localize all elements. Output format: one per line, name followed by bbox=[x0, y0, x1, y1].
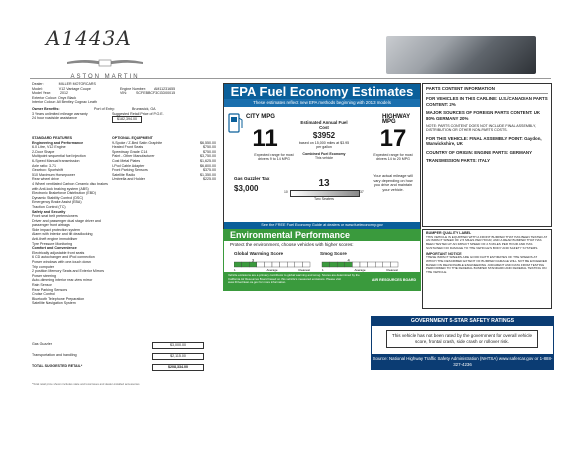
global-warming-scale-cell bbox=[242, 262, 250, 267]
global-warming-scale-cell bbox=[249, 262, 257, 267]
optional-item-name: Speedway Grade C14 bbox=[112, 149, 148, 154]
actual-mileage-note: Your actual mileage will vary depending on how you drive and maintain your vehicle. bbox=[373, 174, 413, 192]
annual-cost-note: based on 15,000 miles at $3.95 per gallon bbox=[298, 141, 350, 150]
global-warming-scale-cleanest: Cleanest bbox=[298, 268, 310, 272]
optional-item-name: I-Pod Cable Adapter bbox=[112, 163, 145, 168]
standard-feature-item: Electrically adjustable front seats bbox=[32, 250, 85, 255]
dealer-info bbox=[32, 82, 202, 121]
standard-feature-item: Multipoint sequential fuel injection bbox=[32, 154, 86, 159]
engine-value: AM11231655 bbox=[154, 86, 176, 91]
smog-scale-cell bbox=[375, 262, 383, 267]
gas-guzzler-value: $3,000.00 bbox=[152, 342, 204, 349]
smog-scale-cell bbox=[352, 262, 360, 267]
city-mpg-value: 11 bbox=[252, 125, 278, 152]
combined-sub: This vehicle bbox=[315, 156, 333, 160]
standard-feature-item: 2-Door Shape bbox=[32, 149, 55, 154]
optional-item-name: 9-Spoke / Z-Bed Satin Graphite bbox=[112, 140, 163, 145]
smog-scale-cell bbox=[368, 262, 376, 267]
standard-feature-item: Front seat belt pretensioners bbox=[32, 214, 78, 219]
optional-item-name: Cost Metal Plates bbox=[112, 158, 141, 163]
optional-item-name: Heated Front Seats bbox=[112, 145, 144, 150]
combined-label: Combined Fuel Economy bbox=[302, 152, 346, 156]
highway-label: HIGHWAY MPG bbox=[382, 114, 411, 126]
highway-mpg-value: 17 bbox=[379, 125, 407, 152]
standard-feature-item: 4 Wheel ventilated Carbon Ceramic disc brakes with Anti-lock braking system (ABS) bbox=[32, 181, 108, 191]
standard-feature-item: Alarm with interior and tilt deadlocking bbox=[32, 232, 93, 237]
transport-label: Transportation and handling bbox=[32, 353, 77, 357]
standard-feature-item: Power windows with one-touch down bbox=[32, 260, 91, 265]
standard-feature-item: Rear Parking Sensors bbox=[32, 287, 68, 292]
optional-item bbox=[112, 177, 216, 182]
model-value: V12 Vantage Coupe bbox=[58, 86, 91, 91]
bumper-important: IMPORTANT NOTICE bbox=[426, 251, 462, 256]
city-range: Expected range for most drivers 9 to 14 MPG bbox=[254, 153, 294, 162]
standard-feature-item: Safety and Security bbox=[32, 209, 66, 214]
model-label: Model: bbox=[32, 86, 43, 91]
env-title: Environmental Performance bbox=[224, 230, 420, 241]
transport-value: $2,115.00 bbox=[152, 353, 204, 360]
standard-feature-item: Bluetooth Telephone Preparation bbox=[32, 296, 85, 301]
gov-title: GOVERNMENT 5-STAR SAFETY RATINGS bbox=[372, 317, 553, 326]
annual-cost-label: Estimated Annual Fuel Cost bbox=[300, 120, 348, 130]
standard-feature-item: Engineering and Performance bbox=[32, 140, 84, 145]
totals bbox=[32, 342, 212, 373]
smog-scale-cell bbox=[390, 262, 398, 267]
standard-feature-item: Power steering bbox=[32, 273, 56, 278]
standard-feature-item: Electronic Brakeforce Distribution (EBD) bbox=[32, 191, 96, 196]
global-warming-scale-value: 3 bbox=[251, 258, 255, 263]
global-warming-scale-min: 1 bbox=[234, 268, 236, 272]
government-safety bbox=[371, 316, 554, 370]
warranty-2: 24 hour roadside assistance bbox=[32, 116, 77, 121]
optional-item-price: $6,800.00 bbox=[200, 163, 216, 168]
smog-scale-average: Average bbox=[354, 268, 366, 272]
optional-item-name: Paint - Other Manufacturer bbox=[112, 154, 155, 159]
optional-item-price: $1,350.00 bbox=[200, 172, 216, 177]
standard-feature-item: Driver and passenger dual stage driver and passenger front airbags bbox=[32, 218, 101, 228]
global-warming-scale-cell bbox=[264, 262, 272, 267]
optional-item-price: $375.00 bbox=[203, 168, 216, 173]
bumper-title: BUMPER QUALITY LABEL bbox=[426, 231, 472, 235]
handwritten-id: A1443A bbox=[46, 26, 132, 50]
optional-item-name: Front Parking Sensors bbox=[112, 168, 148, 173]
optional-item-price: $750.00 bbox=[203, 145, 216, 150]
annual-cost-value: $3952 bbox=[312, 131, 336, 140]
standard-feature-item: Gearbox: Sportshift bbox=[32, 168, 63, 173]
standard-features bbox=[32, 136, 108, 306]
ext-label: Exterior Colour: bbox=[32, 95, 57, 100]
global-warming-scale-cell bbox=[257, 262, 265, 267]
total-value: $208,334.00 bbox=[152, 364, 204, 371]
smog-scale-cell bbox=[360, 262, 368, 267]
divider bbox=[30, 78, 551, 79]
standard-feature-item: Satellite Navigation System bbox=[32, 301, 76, 306]
msrp-label: Suggested Retail Price of P.O.E. bbox=[112, 111, 164, 116]
city-label: CITY MPG bbox=[246, 114, 275, 120]
dealer-value: MILLER MOTORCARS bbox=[58, 82, 96, 86]
env-tagline: Protect the environment, choose vehicles with higher scores: bbox=[230, 242, 354, 247]
standard-feature-item: Axle ratio: 3.71 bbox=[32, 163, 56, 168]
standard-feature-item: Side impact protection system bbox=[32, 227, 80, 232]
owner-label: Owner Benefits: bbox=[32, 106, 60, 111]
parts-content bbox=[422, 83, 552, 227]
standard-feature-item: Tyre Pressure Monitoring bbox=[32, 241, 73, 246]
gov-source: Source: National Highway Traffic Safety Administration (NHTSA) www.safercar.gov or 1-888-327-4236 bbox=[372, 354, 553, 369]
epa-subtitle: These estimates reflect new EPA methods beginning with 2013 models bbox=[224, 99, 420, 107]
warranty-1: 3 Years unlimited mileage warranty bbox=[32, 111, 88, 116]
combined-mpg-value: 13 bbox=[318, 178, 330, 189]
port-label: Port of Entry: bbox=[94, 106, 115, 111]
gas-guzzler-tax-value: $3,000 bbox=[234, 184, 259, 193]
brand-name: ASTON MARTIN bbox=[70, 74, 140, 80]
port-value: Brunswick, GA bbox=[132, 106, 156, 111]
msrp-value: $182,394.00 bbox=[112, 116, 142, 123]
arb-logo: AIR RESOURCES BOARD bbox=[371, 278, 417, 282]
standard-feature-item: Traction Control (TC) bbox=[32, 204, 66, 209]
optional-item-price: $6,550.00 bbox=[200, 140, 216, 145]
standard-feature-item: Dynamic Stability Control (DSC) bbox=[32, 195, 84, 200]
standard-feature-item: 510 Maximum Horsepower bbox=[32, 172, 75, 177]
parts-title: PARTS CONTENT INFORMATION bbox=[426, 86, 495, 91]
standard-feature-item: 6 CD autochanger and iPod connection bbox=[32, 255, 95, 260]
standard-feature-item: Comfort and Convenience bbox=[32, 246, 77, 251]
standard-feature-item: Auto-dimming interior rear-view mirror bbox=[32, 278, 93, 283]
smog-label: Smog Score bbox=[320, 251, 347, 256]
standard-feature-item: Rear wheel drive bbox=[32, 177, 59, 182]
bumper-quality bbox=[422, 229, 552, 309]
global-warming-scale-cell bbox=[272, 262, 280, 267]
optional-item-price: $225.00 bbox=[203, 177, 216, 182]
combined-scale bbox=[290, 190, 360, 197]
scale-high: 37 bbox=[360, 190, 364, 194]
global-warming-scale-average: Average bbox=[266, 268, 278, 272]
footnote: *Total retail price shown includes state and local taxes and dealer-installed accessories bbox=[32, 382, 140, 386]
standard-feature-item: Anti-theft engine immobiliser bbox=[32, 237, 78, 242]
bumper-text-2: THESE IMPACT SPEEDS ARE GOOD FAITH ESTIMATES OF THE SPEEDS AT WHICH THE DESCRIBED EXTENT OF BUMPER DAMAGE WILL NOT BE EXCEEDED BASED ON REASONABLE ENGINEERING JUDGMENT AND DATA FROM TESTING PERFORMED TO THE FEDERAL BUMPER STANDARD AND FEDERAL TESTING ON THE VEHICLE. bbox=[426, 255, 548, 275]
global-warming-scale-cell bbox=[280, 262, 288, 267]
gas-guzzler-tax-label: Gas Guzzler Tax bbox=[234, 176, 270, 181]
dealer-label: Dealer: bbox=[32, 82, 44, 86]
vin-label: VIN: bbox=[120, 91, 127, 96]
optional-item-name: Satellite Radio bbox=[112, 172, 136, 177]
standard-feature-item: 6.0 Litre, V12 Engine bbox=[32, 145, 66, 150]
standard-feature-item: Trip computer bbox=[32, 264, 55, 269]
optional-item-price: $1,625.00 bbox=[200, 158, 216, 163]
env-footer-text: Vehicle emissions are a primary contributor to global warming and smog. Scores are determined by the California Air Resources Board based on this vehicle's measured emissions. Please visit www.DriveClean.ca.gov for more information. bbox=[228, 273, 360, 285]
wings-icon bbox=[65, 57, 145, 69]
global-warming-scale-cell bbox=[234, 262, 242, 267]
engine-label: Engine Number: bbox=[120, 86, 146, 91]
global-warming-scale-cell bbox=[302, 262, 310, 267]
parts-line-4: FOR THIS VEHICLE: FINAL ASSEMBLY POINT: Gaydon, Warwickshire, UK bbox=[426, 135, 542, 147]
parts-line-2: MAJOR SOURCES OF FOREIGN PARTS CONTENT: UK 80% GERMANY 20% bbox=[426, 110, 541, 121]
scale-low: 10 bbox=[284, 190, 288, 194]
int-value: All Bentley Cognac Leath bbox=[56, 100, 97, 105]
smog-scale-cell bbox=[383, 262, 391, 267]
standard-heading: STANDARD FEATURES bbox=[32, 136, 72, 140]
gov-body: This vehicle has not been rated by the government for overall vehicle score, frontal crash, side crash or rollover risk. bbox=[386, 330, 538, 348]
int-label: Interior Colour: bbox=[32, 100, 56, 105]
gas-guzzler-label: Gas Guzzler bbox=[32, 342, 52, 346]
epa-title: EPA Fuel Economy Estimates bbox=[224, 84, 420, 99]
global-warming-scale-cell bbox=[295, 262, 303, 267]
optional-item-name: Umbrella and Holder bbox=[112, 177, 145, 182]
parts-line-3: NOTE: PARTS CONTENT DOES NOT INCLUDE FINAL ASSEMBLY, DISTRIBUTION OR OTHER NON-PARTS COSTS. bbox=[426, 124, 536, 133]
parts-line-6: TRANSMISSION PARTS: ITALY bbox=[426, 158, 491, 164]
standard-feature-item: 2 position Memory Seats and Exterior Mirrors bbox=[32, 269, 105, 274]
bumper-text-1: THIS VEHICLE IS EQUIPPED WITH A FRONT BUMPER THAT HAS BEEN TESTED AT AN IMPACT SPEED OF 2.5 MILES PER HOUR, AND A REAR BUMPER THAT HAS BEEN TESTED AT AN IMPACT SPEED OF 2.5 MILES PER HOUR AND HAS SUSTAINED NO DAMAGE TO THE VEHICLE'S BODY AND SAFETY SYSTEMS. bbox=[426, 234, 548, 250]
standard-feature-item: Rain Sensor bbox=[32, 283, 52, 287]
smog-scale-cell bbox=[337, 262, 345, 267]
year-value: 2012 bbox=[59, 91, 68, 96]
smog-scale-value: 4 bbox=[347, 258, 350, 263]
brand-logo bbox=[60, 56, 150, 80]
smog-scale-min: 1 bbox=[322, 268, 324, 272]
year-label: Model Year: bbox=[32, 91, 51, 96]
smog-scale-cell bbox=[322, 262, 330, 267]
smog-scale-cell bbox=[345, 262, 353, 267]
smog-scale-cleanest: Cleanest bbox=[386, 268, 398, 272]
parts-line-1: FOR VEHICLES IN THIS CARLINE: U.S./CANADIAN PARTS CONTENT: 2% bbox=[426, 96, 548, 107]
epa-footer: See the FREE Fuel Economy Guide at dealers or www.fueleconomy.gov bbox=[224, 222, 420, 229]
ext-value: Onyx Black bbox=[57, 95, 77, 100]
optional-equipment bbox=[112, 136, 216, 182]
environmental-performance bbox=[223, 229, 421, 291]
parts-line-5: COUNTRY OF ORIGIN: ENGINE PARTS: GERMANY bbox=[426, 149, 533, 155]
global-warming-scale-cell bbox=[287, 262, 295, 267]
vin-value: SCFEBBCF3CGD00015 bbox=[136, 91, 176, 96]
optional-heading: OPTIONAL EQUIPMENT bbox=[112, 136, 153, 140]
total-label: TOTAL SUGGESTED RETAIL* bbox=[32, 364, 83, 368]
optional-item-price: $3,750.00 bbox=[200, 154, 216, 159]
smog-scale-cell bbox=[330, 262, 338, 267]
env-scales bbox=[234, 258, 410, 272]
global-warming-label: Global Warming Score bbox=[234, 251, 284, 256]
env-footer-bar bbox=[224, 272, 420, 290]
standard-feature-item: 6-Speed Manual transmission bbox=[32, 158, 80, 163]
highway-range: Expected range for most drivers 14 to 20 MPG bbox=[373, 153, 413, 162]
epa-label bbox=[223, 83, 421, 230]
vehicle-photo bbox=[386, 36, 536, 74]
vehicle-class: Two Seaters bbox=[314, 197, 334, 201]
optional-item-price: $750.00 bbox=[203, 149, 216, 154]
standard-feature-item: Emergency Brake Assist (EBA) bbox=[32, 200, 82, 205]
standard-feature-item: Cruise Control bbox=[32, 292, 55, 297]
